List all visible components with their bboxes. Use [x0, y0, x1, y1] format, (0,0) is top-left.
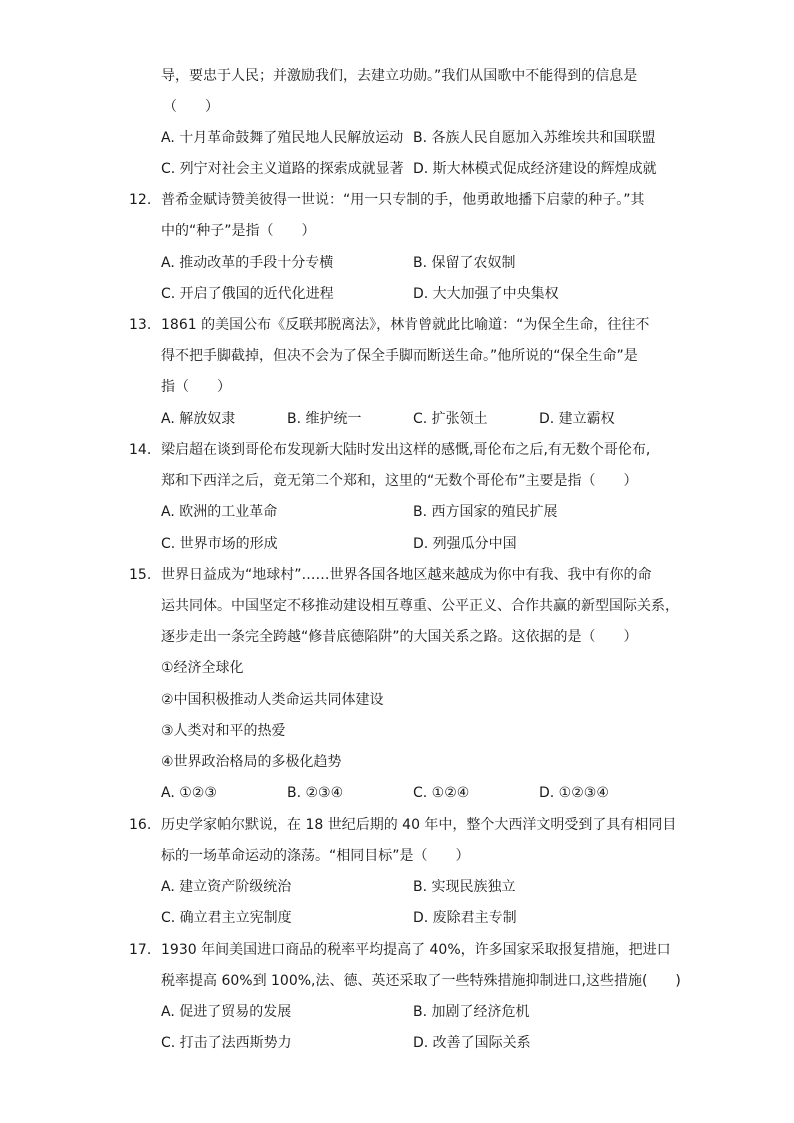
q13-option-d: D. 建立霸权 [539, 411, 615, 427]
q14-option-d: D. 列强瓜分中国 [413, 536, 517, 552]
q17-option-d: D. 改善了国际关系 [413, 1035, 531, 1051]
q13-option-a: A. 解放奴隶 [161, 411, 236, 427]
q15-item-3: ③人类对和平的热爱 [161, 723, 286, 739]
q13-stem-line2: 得不把手脚截掉，但决不会为了保全手脚而断送生命。”他所说的“保全生命”是 [161, 348, 638, 364]
q15-stem-line1: 世界日益成为“地球村”……世界各国各地区越来越成为你中有我、我中有你的命 [161, 567, 652, 583]
q14-number: 14. [129, 442, 152, 458]
q14-stem-line2: 郑和下西洋之后，竟无第二个郑和，这里的“无数个哥伦布”主要是指（ ） [161, 473, 638, 489]
q13-option-b: B. 维护统一 [287, 411, 362, 427]
q12-option-c: C. 开启了俄国的近代化进程 [161, 286, 334, 302]
q15-option-c: C. ①②④ [413, 785, 470, 801]
q12-stem-line2: 中的“种子”是指（ ） [161, 223, 316, 239]
q15-item-2: ②中国积极推动人类命运共同体建设 [161, 692, 384, 708]
q15-item-4: ④世界政治格局的多极化趋势 [161, 754, 342, 770]
q15-stem-line2: 运共同体。中国坚定不移推动建设相互尊重、公平正义、合作共赢的新型国际关系， [161, 598, 679, 614]
q16-option-c: C. 确立君主立宪制度 [161, 910, 292, 926]
q15-option-a: A. ①②③ [161, 785, 217, 801]
q14-stem-line1: 梁启超在谈到哥伦布发现新大陆时发出这样的感慨,哥伦布之后,有无数个哥伦布, [161, 442, 651, 458]
q15-option-d: D. ①②③④ [539, 785, 609, 801]
q16-option-b: B. 实现民族独立 [413, 879, 516, 895]
q14-option-b: B. 西方国家的殖民扩展 [413, 504, 558, 520]
q16-stem-line1: 历史学家帕尔默说，在 18 世纪后期的 40 年中，整个大西洋文明受到了具有相同目 [161, 817, 677, 833]
q11-option-b: B. 各族人民自愿加入苏维埃共和国联盟 [413, 130, 656, 146]
q16-stem-line2: 标的一场革命运动的涤荡。“相同目标”是（ ） [161, 848, 470, 864]
q12-option-a: A. 推动改革的手段十分专横 [161, 255, 334, 271]
q12-option-b: B. 保留了农奴制 [413, 255, 516, 271]
q13-number: 13. [129, 317, 152, 333]
q15-stem-line3: 逐步走出一条完全跨越“修昔底德陷阱”的大国关系之路。这依据的是（ ） [161, 629, 638, 645]
q15-item-1: ①经济全球化 [161, 660, 244, 676]
q13-option-c: C. 扩张领土 [413, 411, 488, 427]
q11-option-a: A. 十月革命鼓舞了殖民地人民解放运动 [161, 130, 404, 146]
q17-option-b: B. 加剧了经济危机 [413, 1004, 530, 1020]
q17-number: 17. [129, 942, 152, 958]
q11-answer-paren: （ ） [163, 99, 219, 115]
q16-number: 16. [129, 817, 152, 833]
q15-option-b: B. ②③④ [287, 785, 344, 801]
q16-option-d: D. 废除君主专制 [413, 910, 517, 926]
q17-option-a: A. 促进了贸易的发展 [161, 1004, 292, 1020]
q17-stem-line2: 税率提高 60%到 100%,法、德、英还采取了一些特殊措施抑制进口,这些措施( ) [161, 973, 681, 989]
q12-option-d: D. 大大加强了中央集权 [413, 286, 559, 302]
q16-option-a: A. 建立资产阶级统治 [161, 879, 292, 895]
q11-option-d: D. 斯大林模式促成经济建设的辉煌成就 [413, 161, 657, 177]
q13-stem-line1: 1861 的美国公布《反联邦脱离法》，林肯曾就此比喻道：“为保全生命，往往不 [161, 317, 650, 333]
q13-stem-line3: 指（ ） [161, 379, 231, 395]
q14-option-a: A. 欧洲的工业革命 [161, 504, 278, 520]
q11-stem-line1: 导，要忠于人民；并激励我们，去建立功勋。”我们从国歌中不能得到的信息是 [161, 68, 638, 84]
q17-stem-line1: 1930 年间美国进口商品的税率平均提高了 40%，许多国家采取报复措施，把进口 [161, 942, 671, 958]
q11-option-c: C. 列宁对社会主义道路的探索成就显著 [161, 161, 404, 177]
q12-number: 12. [129, 192, 152, 208]
q12-stem-line1: 普希金赋诗赞美彼得一世说：“用一只专制的手，他勇敢地播下启蒙的种子。”其 [161, 192, 645, 208]
q14-option-c: C. 世界市场的形成 [161, 536, 278, 552]
q17-option-c: C. 打击了法西斯势力 [161, 1035, 292, 1051]
q15-number: 15. [129, 567, 152, 583]
